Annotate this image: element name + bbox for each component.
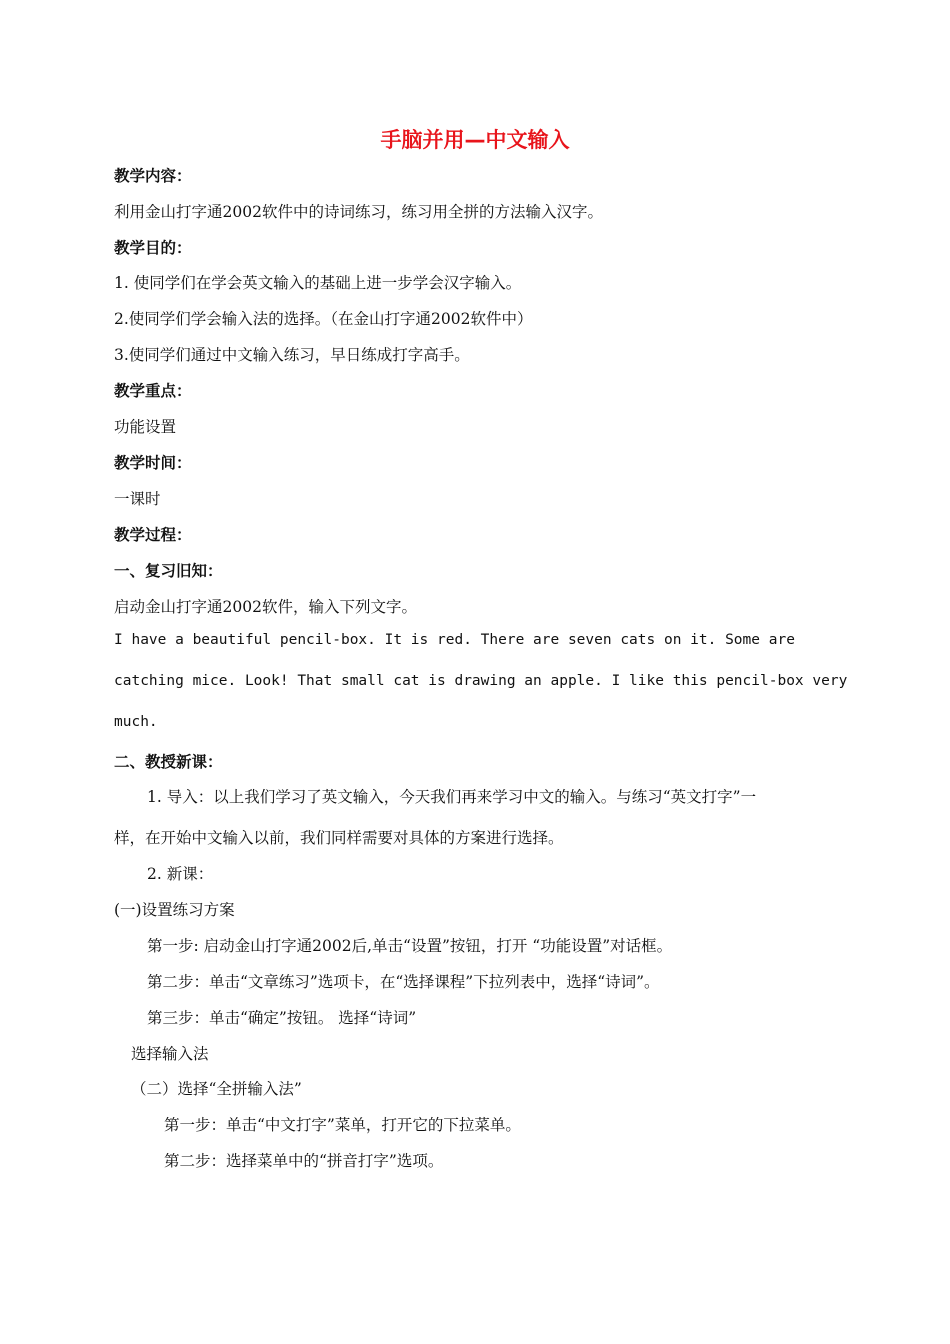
goal-item: 3.使同学们通过中文输入练习，早日练成打字高手。 bbox=[114, 346, 470, 364]
new-lesson-heading: 二、教授新课： bbox=[114, 753, 223, 771]
key-heading: 教学重点： bbox=[114, 382, 192, 400]
content-heading: 教学内容： bbox=[114, 167, 192, 185]
goal-item: 1. 使同学们在学会英文输入的基础上进一步学会汉字输入。 bbox=[114, 274, 522, 292]
section2-step: 第二步：选择菜单中的“拼音打字”选项。 bbox=[164, 1152, 444, 1170]
section1-step: 第二步：单击“文章练习”选项卡，在“选择课程”下拉列表中，选择“诗词”。 bbox=[147, 973, 660, 991]
key-text: 功能设置 bbox=[114, 418, 177, 436]
new-course-label: 2. 新课： bbox=[147, 865, 214, 883]
goal-item: 2.使同学们学会输入法的选择。（在金山打字通2002软件中） bbox=[114, 310, 533, 328]
review-heading: 一、复习旧知： bbox=[114, 562, 223, 580]
choose-input-label: 选择输入法 bbox=[131, 1045, 209, 1063]
intro-line: 样，在开始中文输入以前，我们同样需要对具体的方案进行选择。 bbox=[114, 829, 564, 847]
page-title: 手脑并用—中文输入 bbox=[380, 128, 570, 152]
goals-heading: 教学目的： bbox=[114, 239, 192, 257]
intro-line: 1. 导入：以上我们学习了英文输入，今天我们再来学习中文的输入。与练习“英文打字”一 bbox=[147, 788, 757, 806]
section1-step: 第三步：单击“确定”按钮。 选择“诗词” bbox=[147, 1009, 417, 1027]
section2-heading: （二）选择“全拼输入法” bbox=[131, 1080, 302, 1098]
review-text: 启动金山打字通2002软件，输入下列文字。 bbox=[114, 598, 417, 616]
content-text: 利用金山打字通2002软件中的诗词练习，练习用全拼的方法输入汉字。 bbox=[114, 203, 603, 221]
time-text: 一课时 bbox=[114, 490, 161, 508]
english-line: much. bbox=[114, 714, 158, 730]
english-line: I have a beautiful pencil-box. It is red. There are seven cats on it. Some are bbox=[114, 632, 795, 648]
english-line: catching mice. Look! That small cat is drawing an apple. I like this pencil-box very bbox=[114, 673, 848, 689]
section1-heading: (一)设置练习方案 bbox=[114, 901, 235, 919]
process-heading: 教学过程： bbox=[114, 526, 192, 544]
section1-step: 第一步: 启动金山打字通2002后,单击“设置”按钮，打开 “功能设置”对话框。 bbox=[147, 937, 673, 955]
section2-step: 第一步：单击“中文打字”菜单，打开它的下拉菜单。 bbox=[164, 1116, 521, 1134]
time-heading: 教学时间： bbox=[114, 454, 192, 472]
